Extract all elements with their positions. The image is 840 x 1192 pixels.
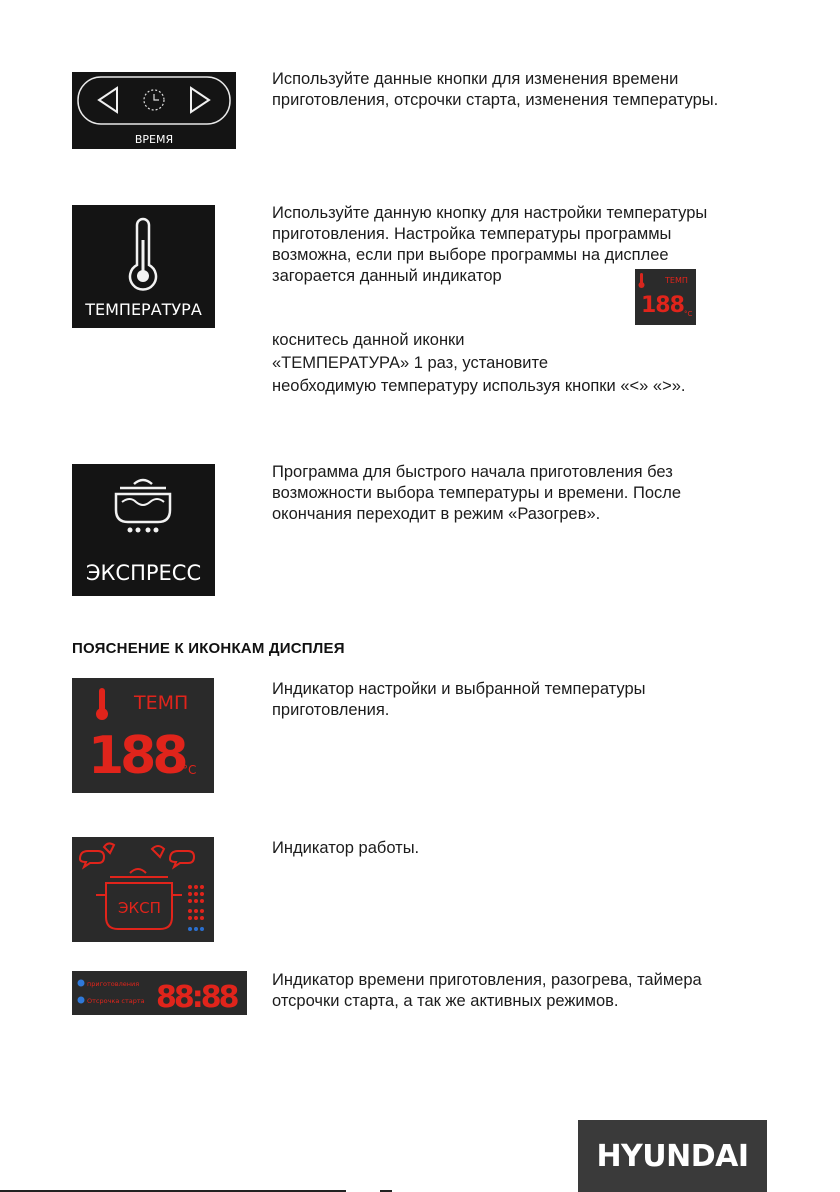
temperature-description: Используйте данную кнопку для настройки температуры приготовления. Настройка температуры программы возможна, если при выборе программы на дисплее загорается данный индикатор bbox=[272, 204, 708, 285]
svg-text:°C: °C bbox=[684, 310, 693, 318]
temp-indicator-image bbox=[72, 678, 214, 793]
time-indicator-digits: 88:88 bbox=[156, 980, 237, 1015]
time-buttons-description: Используйте данные кнопки для изменения времени приготовления, отсрочки старта, изменения температуры. bbox=[272, 70, 719, 109]
temp-indicator-unit: °C bbox=[182, 763, 197, 777]
mini-temp-indicator bbox=[635, 269, 696, 325]
time-indicator-line2: Отсрочка старта bbox=[87, 997, 145, 1005]
hyundai-logo: HYUNDAI bbox=[578, 1120, 767, 1192]
temperature-button-label: ТЕМПЕРАТУРА bbox=[85, 300, 202, 319]
temperature-button-panel bbox=[72, 205, 215, 328]
express-description: Программа для быстрого начала приготовления без возможности выбора температуры и времени. После окончания переходит в режим «Разогрев». bbox=[272, 463, 682, 523]
temp-indicator-digits: 188 bbox=[88, 726, 185, 786]
temperature-instr-line-3: необходимую температуру используя кнопки «<» «>». bbox=[272, 377, 686, 395]
time-indicator-image bbox=[72, 971, 247, 1015]
temperature-instr-line-1: коснитесь данной иконки bbox=[272, 331, 465, 349]
time-indicator-description: Индикатор времени приготовления, разогрева, таймера отсрочки старта, а так же активных режимов. bbox=[272, 971, 702, 1010]
time-button-label: ВРЕМЯ bbox=[134, 133, 174, 146]
temp-indicator-label: ТЕМП bbox=[134, 692, 189, 714]
arrow-left-icon bbox=[99, 88, 117, 112]
arrow-right-icon bbox=[191, 88, 209, 112]
work-indicator-description: Индикатор работы. bbox=[272, 839, 420, 857]
time-buttons-panel bbox=[72, 72, 236, 149]
work-indicator-image bbox=[72, 837, 214, 942]
section-title: ПОЯСНЕНИЕ К ИКОНКАМ ДИСПЛЕЯ bbox=[72, 640, 345, 657]
mini-temp-label: ТЕМП bbox=[665, 276, 688, 285]
express-button-label: ЭКСПРЕСС bbox=[85, 561, 202, 585]
express-button-panel bbox=[72, 464, 215, 596]
work-indicator-label: ЭКСП bbox=[118, 899, 161, 917]
time-indicator-line1: приготовления bbox=[87, 980, 140, 988]
temperature-instr-line-2: «ТЕМПЕРАТУРА» 1 раз, установите bbox=[272, 354, 549, 372]
temp-indicator-description: Индикатор настройки и выбранной температуры приготовления. bbox=[272, 680, 646, 719]
svg-text:188: 188 bbox=[641, 293, 684, 318]
